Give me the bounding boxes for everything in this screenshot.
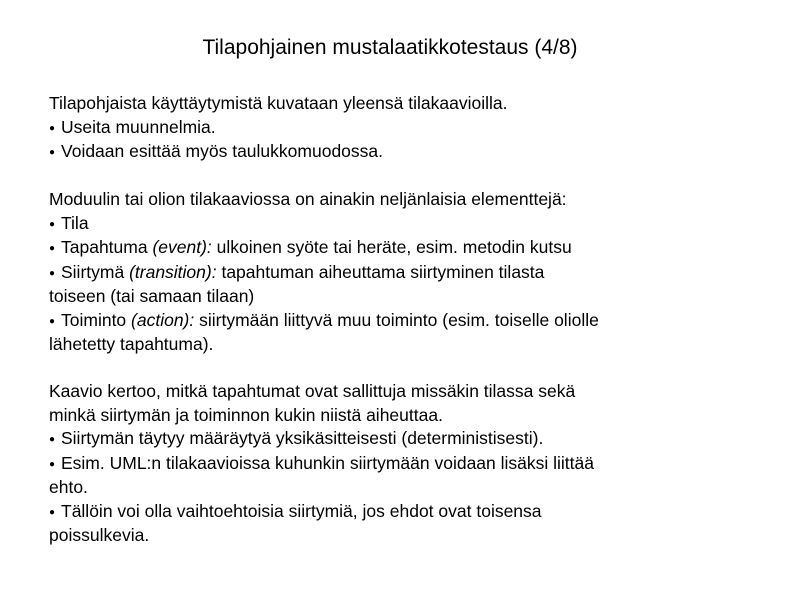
paragraph-elements: Moduulin tai olion tilakaaviossa on ainakin neljänlaisia elementtejä:	[49, 189, 567, 209]
list-item-term: Siirtymä	[61, 261, 130, 282]
list-item-text: Voidaan esittää myös taulukkomuodossa.	[61, 141, 383, 161]
list-item	[49, 500, 749, 525]
list-item-continuation: toiseen (tai samaan tilaan)	[49, 286, 255, 306]
bullet-icon: ●	[49, 458, 56, 470]
bullet-icon: ●	[49, 122, 56, 134]
list-item	[49, 427, 749, 452]
list-item-text: Siirtymän täytyy määräytyä yksikäsitteisesti (deterministisesti).	[61, 428, 544, 448]
list-item-term-english: (action):	[131, 309, 195, 330]
list-item-text: Useita muunnelmia.	[61, 116, 216, 137]
paragraph-state-diagrams: Tilapohjaista käyttäytymistä kuvataan yleensä tilakaavioilla.	[49, 93, 508, 113]
list-item	[49, 261, 749, 286]
list-item-continuation: lähetetty tapahtuma).	[49, 334, 214, 354]
paragraph-diagram-meaning-cont: minkä siirtymän ja toiminnon kukin niistä aiheuttaa.	[49, 404, 443, 425]
bullet-icon: ●	[49, 267, 56, 279]
slide-title: Tilapohjainen mustalaatikkotestaus (4/8)	[202, 36, 578, 59]
list-item-text: tapahtuman aiheuttama siirtyminen tilasta	[216, 261, 545, 282]
list-item	[49, 212, 749, 237]
bullet-icon: ●	[49, 434, 56, 445]
list-item	[49, 452, 749, 477]
list-item-term-english: (event):	[152, 237, 212, 257]
list-item-continuation: ehto.	[49, 477, 88, 497]
list-item-text: siirtymään liittyvä muu toiminto (esim. toiselle oliolle	[194, 309, 599, 330]
list-item	[49, 236, 749, 261]
bullet-icon: ●	[49, 315, 56, 327]
bullet-icon: ●	[49, 243, 56, 254]
list-item	[49, 116, 749, 141]
list-item-text: Esim. UML:n tilakaavioissa kuhunkin siirtymään voidaan lisäksi liittää	[61, 452, 594, 473]
list-item-continuation: poissulkevia.	[49, 525, 150, 545]
list-item	[49, 140, 749, 165]
bullet-icon: ●	[49, 506, 56, 518]
list-item-term-english: (transition):	[129, 261, 217, 282]
bullet-icon: ●	[49, 147, 56, 158]
list-item	[49, 309, 749, 334]
list-item-text: Tila	[61, 212, 89, 233]
list-item-text: Tällöin voi olla vaihtoehtoisia siirtymiä, jos ehdot ovat toisensa	[61, 500, 542, 521]
paragraph-gap	[49, 165, 749, 189]
slide-body	[49, 92, 749, 548]
list-item-text: ulkoinen syöte tai heräte, esim. metodin kutsu	[211, 237, 572, 257]
bullet-icon: ●	[49, 218, 56, 230]
paragraph-diagram-meaning: Kaavio kertoo, mitkä tapahtumat ovat sallittuja missäkin tilassa sekä	[49, 381, 576, 401]
list-item-term: Toiminto	[61, 309, 132, 330]
paragraph-gap	[49, 357, 749, 381]
list-item-term: Tapahtuma	[61, 237, 153, 257]
